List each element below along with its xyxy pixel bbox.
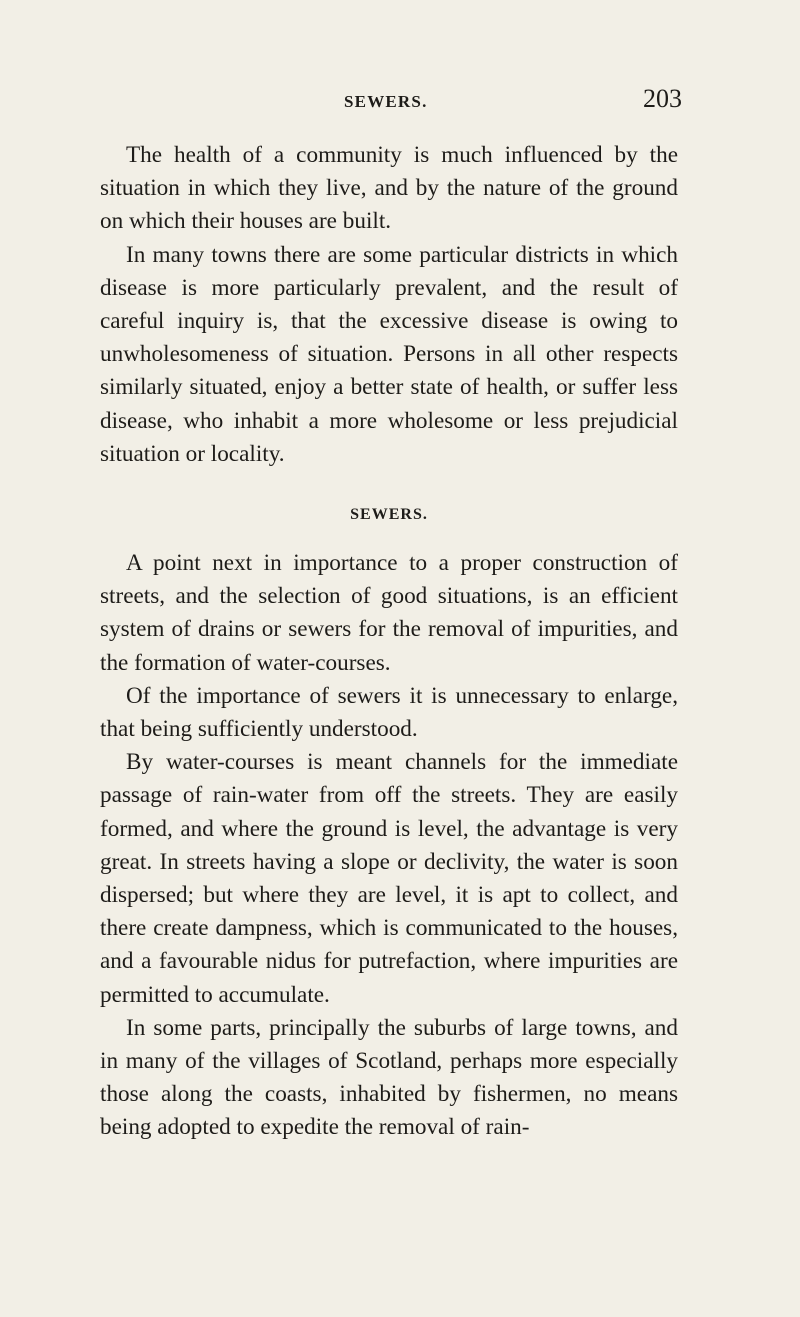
paragraph-health-of-community: The health of a community is much influenced by the situation in which they live, and by the nature of the ground on which their houses are built. (100, 142, 678, 235)
body-text (100, 139, 678, 1145)
paragraph-system-of-drains: A point next in importance to a proper construction of streets, and the selection of good situations, is an efficient system of drains or sewers for the removal of impurities, and the formation of water-courses. (100, 550, 678, 676)
paragraph-importance-of-sewers: Of the importance of sewers it is unnecessary to enlarge, that being sufficiently understood. (100, 682, 678, 743)
section-heading: SEWERS. (350, 506, 428, 524)
page-number: 203 (643, 84, 682, 113)
paragraph-particular-districts: In many towns there are some particular districts in which disease is more particularly prevalent, and the result of careful inquiry is, that the excessive disease is owing to unwholesomeness of situation. Persons in all other respects similarly situated, enjoy a better state of health, or suffer less disease, who inhabit a more wholesome or less prejudicial situation or locality. (100, 241, 678, 467)
paragraph-suburbs-and-villages: In some parts, principally the suburbs of large towns, and in many of the villages of Scotland, perhaps more especially those along the coasts, inhabited by fishermen, no means being adopted to expedite the removal of rain- (100, 1014, 678, 1141)
running-head (100, 84, 682, 122)
running-title: SEWERS. (344, 92, 428, 111)
paragraph-water-courses: By water-courses is meant channels for the immediate passage of rain-water from off the streets. They are easily formed, and where the ground is level, the advantage is very great. In streets having a slope or declivity, the water is soon dispersed; but where they are level, it is apt to collect, and there create dampness, which is communicated to the houses, and a favourable nidus for putrefaction, where impurities are permitted to accumulate. (100, 749, 678, 1008)
